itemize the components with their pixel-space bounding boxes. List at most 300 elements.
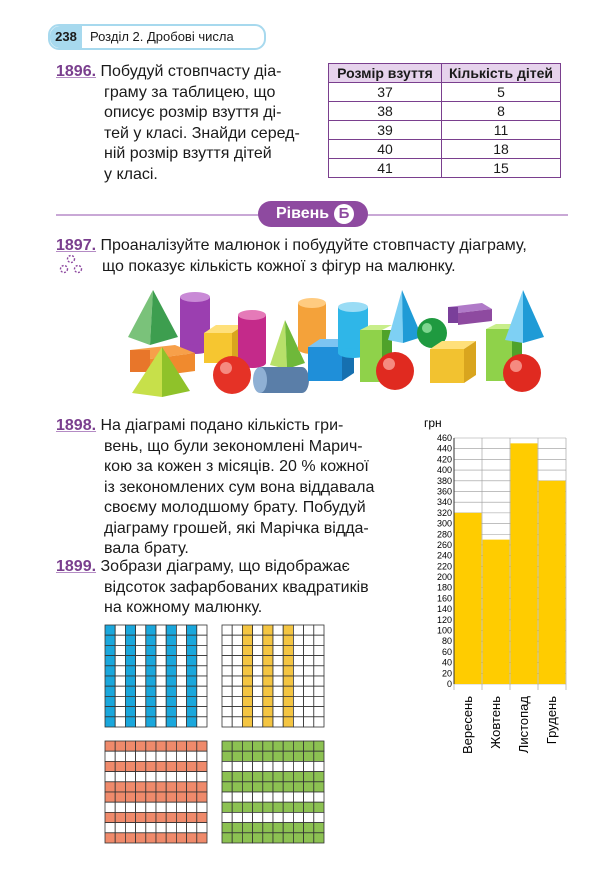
grid-cell (197, 686, 207, 696)
grid-cell (293, 751, 303, 761)
grid-cell (273, 625, 283, 635)
grid-cell (136, 707, 146, 717)
grid-cell (115, 656, 125, 666)
grid-cell (273, 792, 283, 802)
grid-cell (125, 751, 135, 761)
grid-cell (273, 761, 283, 771)
grid-cell (273, 666, 283, 676)
y-tick-label: 300 (436, 518, 452, 529)
grid-cell (105, 635, 115, 645)
grid-cell (222, 812, 232, 822)
grid-cell (136, 751, 146, 761)
grid-cell (187, 656, 197, 666)
grid-cell (146, 656, 156, 666)
grid-cell (283, 823, 293, 833)
grid-cell (146, 625, 156, 635)
grid-cell (314, 792, 324, 802)
grid-cell (242, 625, 252, 635)
grid-cell (314, 802, 324, 812)
y-tick-label: 280 (436, 529, 452, 540)
grid-cell (166, 741, 176, 751)
x-tick-label: Листопад (516, 696, 531, 754)
grid-cell (125, 696, 135, 706)
grid-cell (187, 812, 197, 822)
y-tick-label: 40 (441, 657, 452, 668)
grid-cell (253, 696, 263, 706)
grid-cell (283, 666, 293, 676)
grid-cell (125, 812, 135, 822)
grid-cell (146, 833, 156, 843)
grid-cell (283, 686, 293, 696)
grid-cell (197, 676, 207, 686)
grid-cell (197, 741, 207, 751)
grid-cell (136, 717, 146, 727)
grid-cell (232, 823, 242, 833)
grid-cell (166, 696, 176, 706)
grid-cell (283, 696, 293, 706)
grid-cell (176, 656, 186, 666)
grid-cell (115, 666, 125, 676)
grid-cell (314, 751, 324, 761)
grid-green-rows (221, 740, 325, 849)
grid-cell (232, 645, 242, 655)
y-tick-label: 460 (436, 433, 452, 443)
grid-cell (187, 717, 197, 727)
grid-cell (197, 802, 207, 812)
grid-cell (125, 676, 135, 686)
grid-cell (232, 625, 242, 635)
grid-cell (253, 635, 263, 645)
y-tick-label: 220 (436, 561, 452, 572)
grid-cell (293, 656, 303, 666)
grid-cell (176, 772, 186, 782)
grid-cell (176, 666, 186, 676)
grid-cell (166, 707, 176, 717)
grid-cell (146, 812, 156, 822)
grid-cell (242, 676, 252, 686)
grid-cell (136, 823, 146, 833)
grid-cell (304, 751, 314, 761)
grid-cell (283, 833, 293, 843)
problem-number: 1898. (56, 417, 97, 434)
grid-cell (105, 717, 115, 727)
grid-cell (187, 696, 197, 706)
grid-cell (166, 802, 176, 812)
grid-cell (273, 751, 283, 761)
grid-cell (273, 686, 283, 696)
grid-cell (242, 666, 252, 676)
grid-cell (293, 666, 303, 676)
grid-cell (176, 686, 186, 696)
grid-cell (314, 782, 324, 792)
y-tick-label: 240 (436, 550, 452, 561)
grid-cell (176, 645, 186, 655)
grid-cell (242, 686, 252, 696)
y-tick-label: 80 (441, 636, 452, 647)
table-row: 38 8 (329, 102, 561, 121)
grid-cell (146, 717, 156, 727)
grid-cell (197, 751, 207, 761)
grid-cell (136, 666, 146, 676)
grid-cell (232, 656, 242, 666)
grid-cell (146, 741, 156, 751)
grid-cell (222, 761, 232, 771)
grid-cell (156, 635, 166, 645)
grid-cell (242, 645, 252, 655)
grid-cell (314, 656, 324, 666)
y-tick-label: 0 (446, 679, 452, 689)
grid-cell (222, 741, 232, 751)
y-tick-label: 160 (436, 593, 452, 604)
y-tick-label: 400 (436, 465, 452, 476)
problem-1896: 1896. Побудуй стовпчасту діа- граму за таблицею, що описує розмір взуття ді- тей у класі. Знайди серед- ній розмір взуття дітей у класі. (56, 63, 300, 183)
grid-cell (166, 686, 176, 696)
grid-cell (263, 707, 273, 717)
grid-cell (253, 625, 263, 635)
y-tick-label: 260 (436, 539, 452, 550)
grid-cell (115, 833, 125, 843)
grid-cell (156, 772, 166, 782)
grid-cell (304, 696, 314, 706)
grid-cell (115, 812, 125, 822)
grid-cell (197, 782, 207, 792)
grid-cell (197, 656, 207, 666)
grid-cell (253, 751, 263, 761)
x-tick-label: Вересень (460, 696, 475, 755)
grid-cell (156, 823, 166, 833)
grid-cell (115, 761, 125, 771)
grid-cell (304, 635, 314, 645)
y-tick-label: 360 (436, 486, 452, 497)
grid-cell (293, 717, 303, 727)
grid-cell (253, 761, 263, 771)
grid-cell (136, 802, 146, 812)
grid-cell (176, 707, 186, 717)
grid-cell (232, 676, 242, 686)
grid-cell (125, 823, 135, 833)
grid-cell (242, 717, 252, 727)
grid-cell (136, 656, 146, 666)
grid-cell (136, 696, 146, 706)
y-tick-label: 180 (436, 582, 452, 593)
problem-1899: 1899. Зобрази діаграму, що відображає відсоток зафарбованих квадратиків на кожному малюнку. (56, 558, 369, 616)
grid-cell (156, 656, 166, 666)
grid-cell (273, 696, 283, 706)
geometric-shapes-illustration (120, 285, 550, 400)
grid-cell (115, 751, 125, 761)
grid-cell (293, 686, 303, 696)
grid-cell (253, 666, 263, 676)
grid-cell (242, 812, 252, 822)
grid-cell (263, 635, 273, 645)
grid-cell (176, 782, 186, 792)
grid-cell (293, 761, 303, 771)
problem-number: 1899. (56, 558, 97, 575)
grid-cell (263, 717, 273, 727)
grid-cell (293, 645, 303, 655)
grid-cell (105, 802, 115, 812)
grid-cell (187, 635, 197, 645)
grid-cell (115, 741, 125, 751)
grid-cell (176, 676, 186, 686)
grid-cell (156, 676, 166, 686)
grid-cell (187, 782, 197, 792)
grid-cell (125, 833, 135, 843)
grid-cell (176, 625, 186, 635)
grid-cell (253, 686, 263, 696)
grid-cell (314, 833, 324, 843)
grid-cell (125, 707, 135, 717)
grid-cell (136, 772, 146, 782)
y-tick-label: 440 (436, 443, 452, 454)
grid-cell (197, 645, 207, 655)
grid-cell (115, 676, 125, 686)
grid-cell (273, 707, 283, 717)
grid-cell (187, 676, 197, 686)
grid-cell (125, 802, 135, 812)
grid-cell (304, 645, 314, 655)
grid-cell (115, 696, 125, 706)
grid-cell (283, 645, 293, 655)
grid-cell (242, 656, 252, 666)
grid-cell (253, 676, 263, 686)
grid-cell (263, 696, 273, 706)
grid-cell (125, 741, 135, 751)
grid-cell (176, 802, 186, 812)
grid-cell (115, 823, 125, 833)
grid-cell (263, 823, 273, 833)
bar-1 (455, 513, 482, 684)
grid-cell (166, 666, 176, 676)
grid-cell (314, 707, 324, 717)
grid-cell (166, 761, 176, 771)
grid-cell (232, 635, 242, 645)
grid-cell (304, 772, 314, 782)
grid-cell (105, 741, 115, 751)
grid-cell (176, 717, 186, 727)
grid-cell (146, 792, 156, 802)
grid-cell (304, 676, 314, 686)
grid-cell (304, 812, 314, 822)
grid-cell (115, 707, 125, 717)
grid-cell (293, 635, 303, 645)
grid-cell (156, 666, 166, 676)
grid-cell (197, 761, 207, 771)
grid-cell (146, 645, 156, 655)
table-row: 37 5 (329, 83, 561, 102)
grid-cell (125, 656, 135, 666)
grid-cell (105, 761, 115, 771)
grid-cell (125, 635, 135, 645)
grid-cell (242, 772, 252, 782)
y-tick-label: 380 (436, 475, 452, 486)
table-header: Розмір взуття (329, 64, 442, 83)
grid-cell (304, 656, 314, 666)
grid-cell (253, 741, 263, 751)
grid-cell (115, 717, 125, 727)
grid-cell (273, 635, 283, 645)
grid-cell (146, 802, 156, 812)
grid-cell (232, 761, 242, 771)
grid-cell (253, 707, 263, 717)
grid-cell (166, 751, 176, 761)
grid-cell (166, 792, 176, 802)
grid-cell (187, 741, 197, 751)
group-work-icon (58, 254, 84, 276)
grid-cell (105, 782, 115, 792)
grid-cell (115, 802, 125, 812)
grid-cell (263, 833, 273, 843)
grid-cell (232, 707, 242, 717)
grid-cell (222, 635, 232, 645)
grid-cell (156, 645, 166, 655)
grid-cell (136, 625, 146, 635)
grid-cell (293, 823, 303, 833)
grid-cell (232, 802, 242, 812)
grid-cell (263, 741, 273, 751)
grid-cell (242, 823, 252, 833)
grid-cell (232, 717, 242, 727)
grid-cell (253, 812, 263, 822)
grid-cell (222, 782, 232, 792)
y-tick-label: 140 (436, 604, 452, 615)
grid-cell (253, 792, 263, 802)
grid-cell (136, 676, 146, 686)
y-tick-label: 20 (441, 668, 452, 679)
grid-cell (197, 717, 207, 727)
grid-cell (283, 656, 293, 666)
grid-cell (105, 676, 115, 686)
grid-cell (187, 802, 197, 812)
grid-cell (283, 761, 293, 771)
grid-cell (136, 741, 146, 751)
grid-cell (222, 676, 232, 686)
grid-cell (187, 751, 197, 761)
grid-cell (136, 833, 146, 843)
grid-cell (293, 802, 303, 812)
grid-cell (136, 635, 146, 645)
grid-cell (105, 823, 115, 833)
grid-cell (263, 792, 273, 802)
table-row: 39 11 (329, 121, 561, 140)
grid-cell (166, 645, 176, 655)
grid-cell (156, 751, 166, 761)
grid-cell (166, 833, 176, 843)
grid-cell (273, 741, 283, 751)
grid-cell (146, 635, 156, 645)
savings-bar-chart (418, 412, 578, 762)
grid-cell (242, 751, 252, 761)
grid-cell (156, 625, 166, 635)
grid-cell (263, 625, 273, 635)
grid-cell (314, 666, 324, 676)
grid-cell (176, 741, 186, 751)
grid-cell (263, 656, 273, 666)
grid-cell (156, 782, 166, 792)
grid-cell (222, 666, 232, 676)
grid-cell (242, 792, 252, 802)
y-axis-label: грн (424, 416, 442, 430)
grid-cell (242, 707, 252, 717)
y-tick-label: 120 (436, 614, 452, 625)
grid-cell (293, 792, 303, 802)
grid-cell (176, 833, 186, 843)
grid-cell (146, 666, 156, 676)
page-header (48, 24, 266, 50)
grid-cell (304, 792, 314, 802)
x-tick-label: Жовтень (488, 696, 503, 749)
grid-cell (166, 782, 176, 792)
grid-cell (314, 717, 324, 727)
grid-cell (232, 741, 242, 751)
grid-cell (105, 666, 115, 676)
grid-cell (242, 782, 252, 792)
grid-cell (293, 782, 303, 792)
grid-cell (222, 707, 232, 717)
grid-cell (197, 625, 207, 635)
grid-cell (156, 686, 166, 696)
grid-cell (136, 792, 146, 802)
grid-cell (242, 761, 252, 771)
table-header: Кількість дітей (442, 64, 561, 83)
grid-cell (222, 823, 232, 833)
grid-cell (115, 792, 125, 802)
grid-cell (222, 792, 232, 802)
grid-cell (166, 772, 176, 782)
grid-cell (146, 751, 156, 761)
bar-2 (483, 540, 510, 684)
grid-cell (242, 696, 252, 706)
problem-1898: 1898. На діаграмі подано кількість гри- вень, що були зекономлені Марич- кою за кожен з місяців. 20 % кожної із зекономлених сум вона віддавала своєму молодшому брату. Побудуй діаграму грошей, які Марічка відда- вала брату. (56, 417, 375, 557)
grid-cell (222, 696, 232, 706)
grid-cell (263, 676, 273, 686)
grid-cell (105, 707, 115, 717)
grid-cell (263, 686, 273, 696)
grid-cell (166, 656, 176, 666)
grid-cell (283, 741, 293, 751)
grid-cell (304, 782, 314, 792)
grid-cell (283, 707, 293, 717)
grid-cell (314, 696, 324, 706)
grid-cell (187, 625, 197, 635)
grid-cell (197, 792, 207, 802)
grid-cell (187, 666, 197, 676)
grid-cell (242, 741, 252, 751)
grid-cell (197, 666, 207, 676)
grid-cell (125, 645, 135, 655)
grid-cell (273, 656, 283, 666)
grid-cell (222, 717, 232, 727)
grid-cell (293, 812, 303, 822)
grid-cell (146, 707, 156, 717)
grid-cell (253, 772, 263, 782)
grid-cell (166, 625, 176, 635)
grid-cell (125, 772, 135, 782)
grid-cell (115, 645, 125, 655)
grid-cell (146, 823, 156, 833)
grid-cell (222, 802, 232, 812)
grid-cell (293, 676, 303, 686)
bar-3 (511, 443, 538, 684)
grid-cell (197, 635, 207, 645)
grid-cell (304, 707, 314, 717)
y-tick-label: 420 (436, 454, 452, 465)
grid-cell (187, 645, 197, 655)
grid-cell (232, 686, 242, 696)
grid-cell (283, 751, 293, 761)
grid-cell (166, 812, 176, 822)
grid-cell (242, 635, 252, 645)
